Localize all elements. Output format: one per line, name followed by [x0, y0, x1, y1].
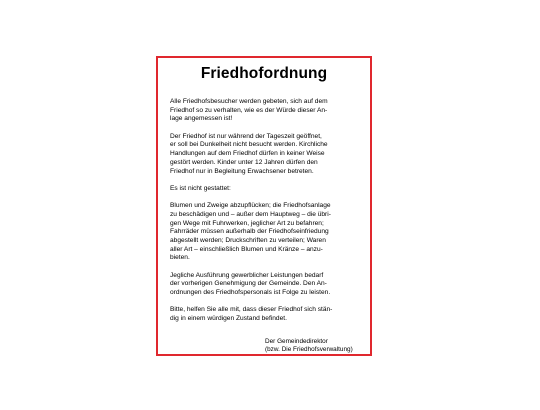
paragraph-intro	[170, 98, 366, 124]
text-line: er soll bei Dunkelheit nicht besucht werden. Kirchliche	[170, 141, 328, 149]
text-line: Es ist nicht gestattet:	[170, 184, 231, 192]
text-line: ordnungen des Friedhofspersonals ist Folge zu leisten.	[170, 289, 331, 297]
text-line: Bitte, helfen Sie alle mit, dass dieser Friedhof sich stän-	[170, 306, 333, 314]
text-line: zu beschädigen und – außer dem Hauptweg – die übri-	[170, 210, 331, 218]
text-line: dig in einem würdigen Zustand befindet.	[170, 315, 287, 323]
document-body	[170, 98, 366, 332]
text-line: aller Art – einschließlich Blumen und Kränze – anzu-	[170, 245, 323, 253]
paragraph-prohibited-heading	[170, 185, 366, 194]
text-line: lage angemessen ist!	[170, 115, 233, 123]
text-line: bieten.	[170, 254, 190, 262]
text-line: gen Wege mit Fuhrwerken, jeglicher Art zu befahren;	[170, 219, 324, 227]
text-line: Fahrräder müssen außerhalb der Friedhofseinfriedung	[170, 228, 329, 236]
text-line: Jegliche Ausführung gewerblicher Leistungen bedarf	[170, 271, 324, 279]
text-line: der vorherigen Genehmigung der Gemeinde. Den An-	[170, 280, 327, 288]
paragraph-prohibitions	[170, 202, 366, 263]
text-line: Der Friedhof ist nur während der Tageszeit geöffnet,	[170, 132, 322, 140]
document-title: Friedhofordnung	[200, 65, 328, 82]
text-line: abgestellt werden; Druckschriften zu verteilen; Waren	[170, 236, 326, 244]
text-line: gestört werden. Kinder unter 12 Jahren dürfen den	[170, 158, 318, 166]
paragraph-opening-hours	[170, 133, 366, 177]
paragraph-closing-request	[170, 306, 366, 323]
signature-block	[265, 338, 353, 354]
text-line: Handlungen auf dem Friedhof dürfen in keiner Weise	[170, 150, 325, 158]
signature-subtitle: (bzw. Die Friedhofsverwaltung)	[265, 346, 353, 353]
paragraph-commercial	[170, 272, 366, 298]
notice-sign	[156, 56, 372, 356]
text-line: Friedhof so zu verhalten, wie es der Würde dieser An-	[170, 106, 328, 114]
text-line: Blumen und Zweige abzupflücken; die Friedhofsanlage	[170, 202, 331, 210]
text-line: Friedhof nur in Begleitung Erwachsener betreten.	[170, 167, 314, 175]
signature-title: Der Gemeindedirektor	[265, 338, 328, 345]
text-line: Alle Friedhofsbesucher werden gebeten, sich auf dem	[170, 98, 328, 105]
